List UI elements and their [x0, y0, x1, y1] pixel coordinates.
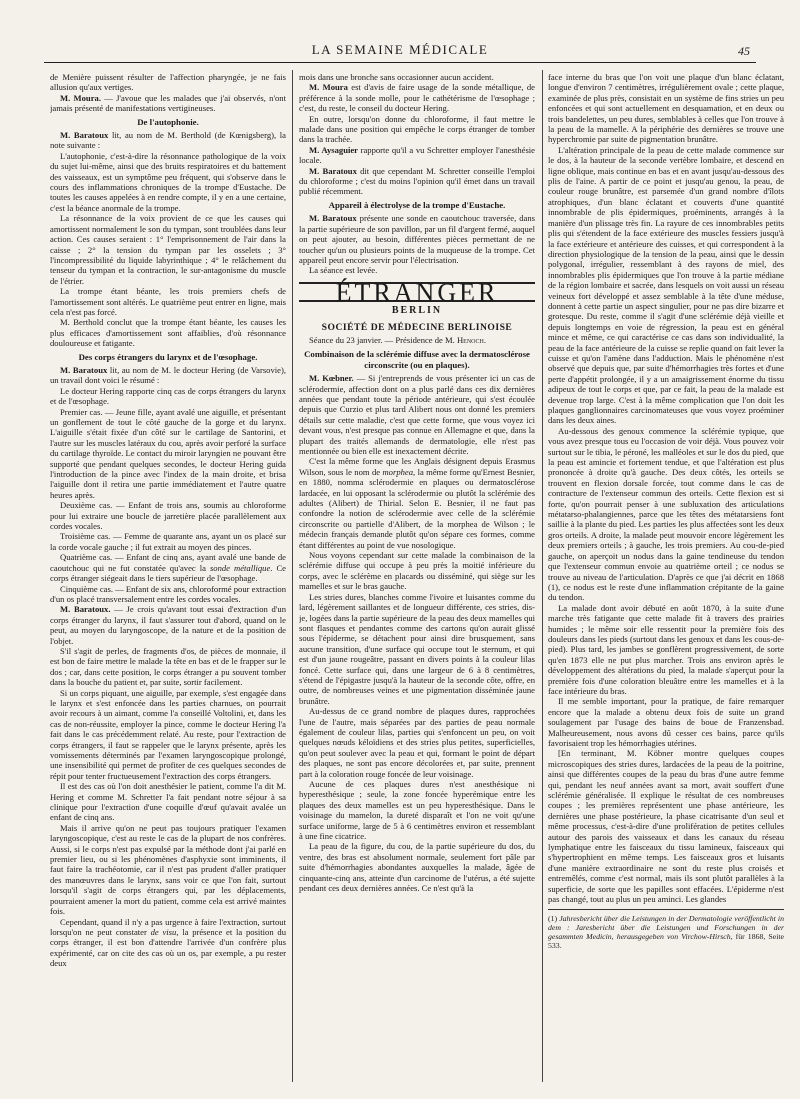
- speaker-name: M. Baratoux.: [60, 604, 111, 615]
- paragraph: [299, 213, 535, 265]
- footnote-rule: [548, 909, 784, 910]
- paragraph: Il me semble important, pour la pratique, de faire remarquer encore que la malade a obtenu deux fois de suite un grand soulagement par l'usage des bains de boue de Franzensbad. Malheureusement, nous avons dû cesser ces bains, parce qu'ils favorisaient trop les hémorrhagies utérines.: [548, 696, 784, 748]
- paragraph: L'altération principale de la peau de cette malade commence sur le dos, à la hauteur de la seconde vertèbre lombaire, et descend en ligne oblique, mais continue en bas et en avant jusqu'au-dessous des plis de l'aine. A partir de ce point et jusqu'au genou, la peau, de couleur rouge brunâtre, est parsemée d'un grand nombre d'îlots atrophiques, d'un blanc éclatant et couverts d'une quantité innombrable de plis épidermiques, proéminents, arrangés à la manière d'un plissage très fin. La rayure de ces innombrables petits plis qui s'étendent de la face extérieure des muscles fessiers jusqu'à la face extérieure et antérieure des cuisses, et qui correspondent à la direction physiologique de la tension de la peau, ainsi que le dessin polygonal, irrégulier, ressemblant à des rayons de miel, des innombrables plis épidermiques que l'on trouve à la partie médiane de la région lombaire et sacrée, dans lesquels on voit aussi un réseau veineux fort développé et assez semblable à la tête d'une méduse, donnent à cette partie un aspect singulier, pour ne pas dire bizarre et grotesque. Du reste, comme il s'agit d'une sclérémie déjà vieille et depuis longtemps en voie de régression, la peau est en général mince et même, ce qui caractérise ce cas dans son individualité, la peau de la face antérieure de la cuisse se replie quand on fait lever la cuisse et qu'on l'amène dans l'adduction. Mais le phénomène n'est observé que depuis que, par suite d'hémorrhagies très fortes et d'une perte d'appétit prolongée, il y a un amaigrissement énorme du tissu adipeux de tout le corps et que, par ce fait, la peau de la malade est devenue trop large. C'est à la même complication que l'on doit les plaques ganglionnaires carcinomateuses que vous voyez proéminer dans les deux aines.: [548, 144, 784, 426]
- paragraph-text: est d'avis de faire usage de la sonde métallique, de préférence à la sonde molle, pour le cathétérisme de l'œsophage ; c'est, du reste, le conseil du docteur Hering.: [299, 82, 535, 114]
- paragraph: face interne du bras que l'on voit une plaque d'un blanc éclatant, longue d'environ 7 centimètres, irrégulièrement ovale ; cette plaque, examinée de plus près, consistait en un système de fins stries un peu enfoncées et qui sont actuellement en desquamation, et en deux ou trois bandelettes, un peu dures, semblables à celles que l'on trouve à la peau de la mamelle. A la périphérie des dernières se trouve une hyperchromie par suite de pigmentation brunâtre.: [548, 72, 784, 145]
- paragraph: [50, 552, 286, 583]
- paragraph-text: Cependant, quand il n'y a pas urgence à faire l'extraction, surtout lorsqu'on ne peut constater: [50, 916, 286, 937]
- session-line: Séance du 23 janvier. — Présidence de M. Henoch.: [309, 334, 486, 345]
- society-heading: SOCIÉTÉ DE MÉDECINE BERLINOISE: [321, 321, 513, 333]
- paragraph-text: , la même forme qu'Ernest Besnier, en 1880, nomma sclérodermie en plaques ou dermatosclérose lardacée, en lui opposant la sclérodermie ou plutôt la sclérémie des adultes (Alibert) de Thirial. Selon E. Besnier, il ne faut pas confondre la notion de sclérodermie avec celle de la sclérémie circonscrite ou partielle d'Alibert, de la morphea de Wilson ; le médecin français demande plutôt qu'on sépare ces formes, comme étant différentes au point de vue nosologique.: [299, 466, 535, 550]
- speaker-name: M. Baratoux: [309, 165, 357, 176]
- italic-term: de visu: [150, 926, 177, 937]
- paragraph-text: . Ce corps étranger siégeait dans le tiers supérieur de l'œsophage.: [50, 562, 286, 584]
- president-name: Henoch: [456, 334, 484, 345]
- speaker-name: M. Moura: [309, 82, 348, 93]
- paragraph: Cinquième cas. — Enfant de six ans, chloroformé pour extraction d'un os placé transversalement entre les cordes vocales.: [50, 583, 286, 604]
- paragraph: mois dans une bronche sans occasionner aucun accident.: [299, 72, 494, 82]
- paragraph: L'autophonie, c'est-à-dire la résonnance pathologique de la voix du sujet lui-même, ainsi que des bruits respiratoires et du battement des vaisseaux, est un symptôme peu fréquent, qui s'observe dans le cours des inflammations chroniques de la trompe d'Eustache. De toutes les causes appelées à en rendre compte, il y en a une certaine, c'est la béance anormale de la trompe.: [50, 150, 286, 213]
- paragraph: Premier cas. — Jeune fille, ayant avalé une aiguille, et présentant un gonflement de tout le côté gauche de la gorge et du larynx. L'aiguille s'était fixée d'un côté sur le cartilage de Santorini, et l'autre sur les muscles latéraux du cou, après avoir perforé la surface du cartilage thyroïde. Le contact du miroir laryngien ne pouvant être supporté que pendant quelques secondes, le docteur Hering guida l'introduction de la pince avec l'index de la main droite, et brisa l'aiguille dont il retira une partie immédiatement et l'autre quatre heures après.: [50, 406, 286, 500]
- paragraph: [En terminant, M. Köbner montre quelques coupes microscopiques des stries dures, lardacées de la peau de la poitrine, ainsi que différentes coupes de la peau du bras d'une autre femme qui, pendant les neuf années avant sa mort, avait souffert d'une sclérémie généralisée. Il explique le résultat de ces nombreuses coupes ; les premières représentent une phase antérieure, les dernières une phase postérieure, la phase cicatrisante d'un seul et même processus, c'est-à-dire d'une prolifération de petites cellules autour des parois des vaisseaux et dans les canaux du réseau lymphatique entre les faisceaux du tissu lamineux, faisceaux qui s'hypertrophient en même temps. Les faisceaux gros et luisants d'une manière extraordinaire ne sont du reste plus croisés et entremêlés, comme c'est normal, mais ils sont plutôt parallèles à la superficie, de sorte que les papilles sont effacées. L'épiderme n'est pas changé, tout au plus un peu aminci. Les glandes: [548, 748, 784, 905]
- footnote-text: für 1868, Seite 533.: [548, 931, 784, 951]
- paragraph-text: rapporte qu'il a vu Schretter employer l'anesthésie locale.: [299, 144, 535, 166]
- paragraph-text: Quatrième cas. — Enfant de cinq ans, ayant avalé une bande de caoutchouc qui ne fut constatée qu'avec la: [50, 552, 286, 573]
- speaker-name: M. Moura.: [60, 92, 101, 103]
- paragraph: [299, 145, 535, 166]
- paragraph: En outre, lorsqu'on donne du chloroforme, il faut mettre le malade dans une position qui empêche le corps étranger de tomber dans la trachée.: [299, 113, 535, 145]
- paragraph-text: présente une sonde en caoutchouc traversée, dans la partie supérieure de son pavillon, par un fil d'argent fermé, auquel on peut ajouter, au besoin, différentes pièces permettant de ne toucher qu'un ou plusieurs points de la muqueuse de la trompe. Cet appareil peut encore servir pour l'électrisation.: [299, 213, 535, 265]
- paragraph: M. Berthold conclut que la trompe étant béante, les causes les plus efficaces d'amortissement sont affaiblies, d'où résonnance douloureuse et fatigante.: [50, 317, 286, 349]
- paragraph: [299, 82, 535, 113]
- subheading: Combinaison de la sclérémie diffuse avec la dermatosclérose circonscrite (ou en plaques).: [304, 349, 530, 370]
- paragraph-text: , la présence et la position du corps étranger, il est bon d'attendre l'arrivée d'un confrère plus expérimenté, car on cite des cas où un os, par exemple, a pu rester deux: [50, 926, 286, 969]
- paragraph: Deuxième cas. — Enfant de trois ans, soumis au chloroforme pour lui extraire une boucle de jarretière placée parallèlement aux cordes vocales.: [50, 500, 286, 532]
- column-2: [299, 72, 535, 1082]
- subheading: De l'autophonie.: [137, 116, 199, 127]
- speaker-name: M. Kœbner.: [309, 373, 354, 384]
- speaker-name: M. Aysaguier: [309, 144, 358, 155]
- paragraph: La malade dont avoir débuté en août 1870, à la suite d'une marche très fatigante que cette malade fit à travers des prairies humides ; le même soir elle ressentit pour la première fois des douleurs dans les pieds (surtout dans les genoux et dans les cous-de-pied). Plus tard, les jambes se gonflèrent progressivement, de sorte qu'en 1873 elle ne put plus marcher. Trois ans environ après le développement des altérations du pied, la malade s'aperçut pour la première fois d'une coloration bleuâtre entre les mamelles et à la face intérieure du bras.: [548, 602, 784, 696]
- paragraph: Le docteur Hering rapporte cinq cas de corps étrangers du larynx et de l'œsophage.: [50, 385, 286, 407]
- paragraph: Au-dessus de ce grand nombre de plaques dures, rapprochées l'une de l'autre, mais séparées par des parties de peau normale également de couleur lilas, parties qui s'enfoncent un peu, on voit quelques nœuds kéloïdiens et des stries plus petites, superficielles, qu'on peut soulever avec la peau et qui, formant le point de départ des plaques, ne sont pas encore décolorées et, par suite, prennent part à la coloration rouge foncée de leur voisinage.: [299, 706, 535, 779]
- paragraph: La peau de la figure, du cou, de la partie supérieure du dos, du ventre, des bras est absolument normale, seulement fort pâle par suite d'hémorrhagies abondantes auxquelles la malade, âgée de cinquante-cinq ans, atteinte d'un carcinome de l'utérus, a été sujette pendant ces deux dernières années. Ce n'est qu'à la: [299, 841, 535, 894]
- paragraph: Les stries dures, blanches comme l'ivoire et luisantes comme du lard, légèrement saillantes et de longueur différente, ces stries, dis-je, logées dans la partie supérieure de la peau des deux mamelles qui sont flasques et pendantes comme des cartons qu'on aurait glissé sous l'épiderme, se détachent pour ainsi dire brusquement, sans aucune transition, d'une surface qui occupe tout le sternum, et qui est d'un jaune rougeâtre, passant en divers points à la couleur lilas foncé. Cette surface qui, dans une largeur de 6 à 8 centimètres, s'étend de l'épigastre jusqu'à la hauteur de la seconde côte, offre, en outre, de nombreuses veines et une pigmentation disséminée jaune brunâtre.: [299, 591, 535, 706]
- footnote-citation: Jahresbericht über die Leistungen in der Dermatologie veröffentlicht in dem : Jaresbericht über die Leistungen und Forschungen in der gesammten Medicin, herausgegeben von Virchow-Hirsch,: [548, 913, 784, 941]
- speaker-name: M. Baratoux: [60, 130, 109, 141]
- paragraph-text: — Si j'entreprends de vous présenter ici un cas de sclérodermie, affection dont on a plus parlé dans ces dix dernières années que pendant toute la période antérieure, qui s'est écoulée depuis que Curzio et plus tard Alibert nous ont donné les premiers détails sur cette maladie, c'est que cette forme, que vous voyez ici devant vous, n'est presque pas connue en Allemagne et que, dans la plupart des traités allemands de dermatologie, elle n'est pas mentionnée ou bien elle est inexactement décrite.: [299, 373, 535, 456]
- paragraph: La séance est levée.: [309, 265, 378, 276]
- subheading: Des corps étrangers du larynx et de l'œsophage.: [78, 351, 258, 362]
- column-1: [50, 72, 286, 1082]
- column-3: [548, 72, 784, 1082]
- paragraph: [50, 93, 286, 114]
- paragraph: [50, 130, 286, 151]
- paragraph: Si un corps piquant, une aiguille, par exemple, s'est engagée dans le larynx et s'est enfoncée dans les parties charnues, on pourrait avoir recours à un aimant, comme l'a conseillé Voltolini, et, dans les cas de non-réussite, employer la pince, comme le docteur Hering l'a fait dans le cas précédemment relaté. Au reste, pour l'extraction de corps étrangers, il faut se rappeler que le larynx présente, après les vomissements déterminés par l'examen laryngoscopique prolongé, une insensibilité qui permet de profiter de ces quelques secondes de répit pour tenter fructueusement l'extraction des corps étrangers.: [50, 687, 286, 781]
- paragraph: Nous voyons cependant sur cette malade la combinaison de la sclérémie diffuse qui occupe à peu près la moitié inférieure du corps, avec le sclérème en placards ou disséminé, qui siège sur les mamelles et sur le bras gauche.: [299, 550, 535, 592]
- section-title: ÉTRANGER: [299, 282, 535, 302]
- paragraph: La trompe étant béante, les trois premiers chefs de l'amortissement sont altérés. Le quatrième peut entrer en ligne, mais cela n'est pas forcé.: [50, 286, 286, 317]
- paragraph: de Menière puissent résulter de l'affection pharyngée, je ne fais allusion qu'aux vertiges.: [50, 72, 286, 93]
- paragraph: Troisième cas. — Femme de quarante ans, ayant un os placé sur la corde vocale gauche ; il fut extrait au moyen des pinces.: [50, 531, 286, 552]
- footnote: [548, 914, 784, 951]
- footnote-marker: (1): [548, 913, 560, 923]
- speaker-name: M. Baratoux: [60, 364, 108, 375]
- page-number: 45: [738, 44, 750, 58]
- paragraph: [299, 166, 535, 197]
- paragraph-text: — Je crois qu'avant tout essai d'extraction d'un corps étranger du larynx, il faut s'assurer tout d'abord, quand on le peut, au moyen du laryngoscope, de la nature et de la position de l'objet.: [50, 604, 286, 646]
- header-rule: [44, 62, 756, 63]
- paragraph: [50, 365, 286, 386]
- column-divider: [542, 70, 543, 1082]
- paragraph: [50, 604, 286, 646]
- subheading: Appareil à électrolyse de la trompe d'Eustache.: [328, 199, 506, 210]
- paragraph: [50, 917, 286, 969]
- paragraph: [299, 373, 535, 456]
- paragraph: Mais il arrive qu'on ne peut pas toujours pratiquer l'examen laryngoscopique, c'est au reste le cas de la plupart de nos confrères. Aussi, si le corps n'est pas expulsé par la méthode dont j'ai parlé en premier lieu, ou si les phénomènes d'asphyxie sont imminents, il faut faire la trachéotomie, car il n'est pas prudent d'aller pratiquer des manœuvres dans le larynx, sans voir ce que l'on fait, surtout lorsqu'il s'agit de corps étrangers qui, par les déplacements, pourraient amener la mort du patient, comme cela est arrivé maintes fois.: [50, 822, 286, 917]
- column-divider: [292, 70, 293, 1082]
- italic-term: morphea: [382, 466, 414, 477]
- paragraph-text: lit, au nom de M. le docteur Hering (de Varsovie), un travail dont voici le résumé :: [50, 364, 286, 386]
- paragraph: Au-dessous des genoux commence la sclérémie typique, que vous avez presque tous eu l'occasion de voir déjà. Vous pouvez voir surtout sur le tibia, le péroné, les malléoles et sur le dos du pied, que la peau est amincie et fortement tendue, et que l'altération est plus prononcée à droite qu'à gauche. Des deux côtés, les orteils se trouvent en flexion dorsale forcée, tout comme dans le cas de contracture de l'extenseur commun des orteils. Cette flexion est si forte, qu'on pourrait penser à une subluxation des articulations métatarso-phalangiennes, parce que les têtes des métatarsiens font saillie à la plante du pied. Les parties les plus affectées sont les deux gros orteils. A droite, la malade peut mouvoir encore légèrement les deux premiers orteils ; à gauche, les trois premiers. Au cou-de-pied gauche, on aperçoit un nodus dans la gaine tendineuse du tendon que l'extenseur commun envoie au quatrième orteil ; ce nodus se trouve au niveau de l'articulation. D'après ce que j'ai décrit en 1868 (1), ce nodus est le reste d'une inflammation crépitante de la gaine du tendon.: [548, 425, 784, 603]
- paragraph: La résonnance de la voix provient de ce que les causes qui amortissent normalement le son du tympan, sont troublées dans leur action. Ces causes seraient : 1° l'emprisonnement de l'air dans la caisse ; 2° la tension du tympan par les osselets ; 3° l'incompressibilité du liquide labyrinthique ; 4° le relâchement du tenseur du tympan et la contraction, le sur-antagonisme du muscle de l'étrier.: [50, 213, 286, 286]
- speaker-name: M. Baratoux: [309, 213, 357, 224]
- paragraph: Il est des cas où l'on doit anesthésier le patient, comme l'a dit M. Hering et comme M. Schretter l'a fait pendant notre séjour à sa clinique pour l'extraction d'une coquille d'œuf qu'avait avalée un enfant de cinq ans.: [50, 781, 286, 823]
- session-text: Séance du 23 janvier. — Présidence de M.: [309, 334, 457, 345]
- paragraph-text: C'est la même forme que les Anglais désignent depuis Erasmus Wilson, sous le nom de: [299, 456, 535, 477]
- paragraph: S'il s'agit de perles, de fragments d'os, de pièces de monnaie, il est bon de faire mettre le malade la tête en bas et de le frapper sur le dos ; car, dans cette position, le corps étranger a pu souvent tomber dans la bouche du patient et, par suite, sortir facilement.: [50, 645, 286, 688]
- paragraph-text: lit, au nom de M. Berthold (de Kœnigsberg), la note suivante :: [50, 130, 286, 151]
- paragraph: Aucune de ces plaques dures n'est anesthésique ni hyperesthésique ; seule, la zone foncée hyperémique entre les plaques des deux mamelles est un peu hyperesthésique. Dans le voisinage du mamelon, la dureté disparaît et l'on ne voit qu'une surface uniforme, large de 5 à 6 centimètres environ et ressemblant à une fine cicatrice.: [299, 779, 535, 842]
- paragraph-text: — J'avoue que les malades que j'ai observés, n'ont jamais présenté de manifestations vertigineuses.: [50, 92, 286, 114]
- city-heading: BERLIN: [391, 305, 443, 317]
- paragraph-text: dit que cependant M. Schretter conseille l'emploi du chloroforme ; c'est du moins l'opinion qu'il émet dans un travail publié récemment.: [299, 165, 535, 197]
- italic-term: sonde métallique: [209, 562, 271, 573]
- running-head: LA SEMAINE MÉDICALE: [311, 42, 489, 57]
- paragraph: [299, 456, 535, 550]
